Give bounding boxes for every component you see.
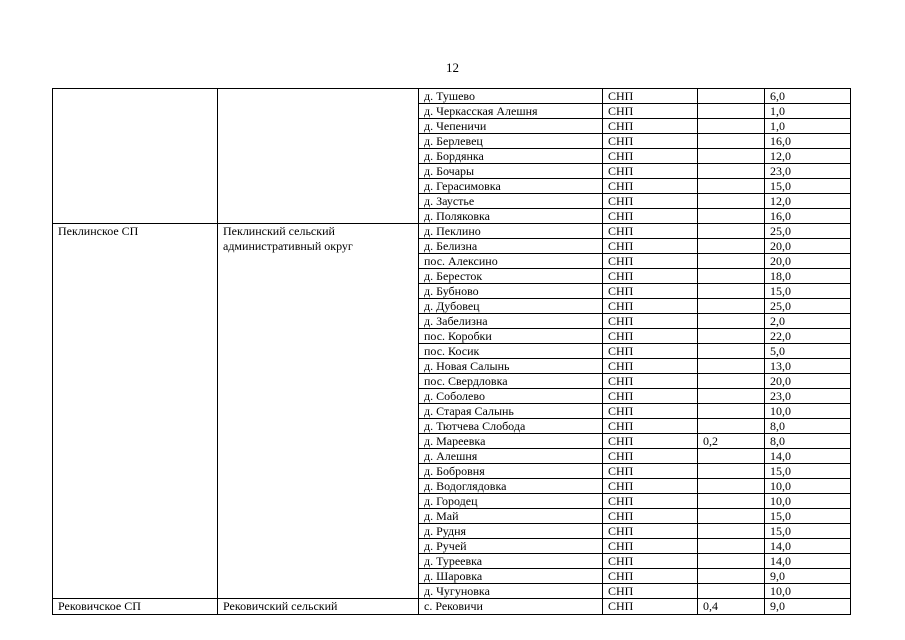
value-cell: 13,0: [765, 359, 851, 374]
extra-value-cell: [698, 329, 765, 344]
locality-type-cell: СНП: [603, 284, 698, 299]
locality-name-cell: д. Туреевка: [419, 554, 603, 569]
locality-type-cell: СНП: [603, 149, 698, 164]
locality-name-cell: д. Соболево: [419, 389, 603, 404]
value-cell: 23,0: [765, 389, 851, 404]
locality-type-cell: СНП: [603, 434, 698, 449]
locality-type-cell: СНП: [603, 464, 698, 479]
value-cell: 16,0: [765, 134, 851, 149]
locality-name-cell: д. Мареевка: [419, 434, 603, 449]
extra-value-cell: [698, 569, 765, 584]
extra-value-cell: [698, 299, 765, 314]
value-cell: 15,0: [765, 524, 851, 539]
extra-value-cell: [698, 344, 765, 359]
locality-name-cell: д. Берлевец: [419, 134, 603, 149]
value-cell: 20,0: [765, 254, 851, 269]
value-cell: 14,0: [765, 539, 851, 554]
locality-type-cell: СНП: [603, 359, 698, 374]
extra-value-cell: [698, 524, 765, 539]
extra-value-cell: [698, 584, 765, 599]
value-cell: 15,0: [765, 509, 851, 524]
value-cell: 8,0: [765, 419, 851, 434]
value-cell: 25,0: [765, 299, 851, 314]
value-cell: 10,0: [765, 494, 851, 509]
locality-type-cell: СНП: [603, 584, 698, 599]
locality-name-cell: д. Герасимовка: [419, 179, 603, 194]
value-cell: 10,0: [765, 404, 851, 419]
locality-name-cell: д. Пеклино: [419, 224, 603, 239]
locality-type-cell: СНП: [603, 389, 698, 404]
locality-type-cell: СНП: [603, 329, 698, 344]
locality-type-cell: СНП: [603, 194, 698, 209]
locality-type-cell: СНП: [603, 224, 698, 239]
locality-name-cell: д. Чугуновка: [419, 584, 603, 599]
extra-value-cell: [698, 269, 765, 284]
locality-name-cell: д. Шаровка: [419, 569, 603, 584]
extra-value-cell: [698, 554, 765, 569]
settlement-municipality-cell: [53, 89, 218, 224]
admin-district-cell: Рековичский сельский: [218, 599, 419, 615]
extra-value-cell: [698, 254, 765, 269]
locality-type-cell: СНП: [603, 299, 698, 314]
extra-value-cell: [698, 494, 765, 509]
extra-value-cell: [698, 359, 765, 374]
value-cell: 12,0: [765, 149, 851, 164]
extra-value-cell: [698, 509, 765, 524]
table-row: [53, 89, 851, 104]
extra-value-cell: 0,2: [698, 434, 765, 449]
extra-value-cell: [698, 89, 765, 104]
value-cell: 6,0: [765, 89, 851, 104]
locality-type-cell: СНП: [603, 209, 698, 224]
value-cell: 5,0: [765, 344, 851, 359]
extra-value-cell: [698, 464, 765, 479]
locality-type-cell: СНП: [603, 494, 698, 509]
locality-name-cell: д. Забелизна: [419, 314, 603, 329]
locality-type-cell: СНП: [603, 419, 698, 434]
extra-value-cell: [698, 224, 765, 239]
table-row: [53, 599, 851, 615]
locality-name-cell: пос. Коробки: [419, 329, 603, 344]
locality-type-cell: СНП: [603, 89, 698, 104]
value-cell: 10,0: [765, 584, 851, 599]
value-cell: 12,0: [765, 194, 851, 209]
extra-value-cell: [698, 209, 765, 224]
value-cell: 15,0: [765, 284, 851, 299]
table-body: [53, 89, 851, 615]
table-row: [53, 224, 851, 239]
extra-value-cell: [698, 194, 765, 209]
admin-district-cell: Пеклинский сельский административный округ: [218, 224, 419, 599]
locality-name-cell: д. Городец: [419, 494, 603, 509]
value-cell: 25,0: [765, 224, 851, 239]
locality-type-cell: СНП: [603, 314, 698, 329]
extra-value-cell: [698, 134, 765, 149]
locality-type-cell: СНП: [603, 344, 698, 359]
extra-value-cell: [698, 419, 765, 434]
page-number: 12: [446, 60, 459, 75]
locality-type-cell: СНП: [603, 179, 698, 194]
settlement-municipality-cell: Пеклинское СП: [53, 224, 218, 599]
locality-name-cell: д. Чепеничи: [419, 119, 603, 134]
locality-name-cell: д. Алешня: [419, 449, 603, 464]
locality-name-cell: пос. Алексино: [419, 254, 603, 269]
extra-value-cell: [698, 104, 765, 119]
locality-type-cell: СНП: [603, 254, 698, 269]
locality-type-cell: СНП: [603, 479, 698, 494]
locality-name-cell: д. Новая Салынь: [419, 359, 603, 374]
locality-name-cell: пос. Свердловка: [419, 374, 603, 389]
locality-type-cell: СНП: [603, 449, 698, 464]
value-cell: 23,0: [765, 164, 851, 179]
locality-type-cell: СНП: [603, 374, 698, 389]
locality-type-cell: СНП: [603, 404, 698, 419]
locality-name-cell: д. Бересток: [419, 269, 603, 284]
locality-name-cell: пос. Косик: [419, 344, 603, 359]
locality-name-cell: с. Рековичи: [419, 599, 603, 615]
locality-type-cell: СНП: [603, 269, 698, 284]
locality-type-cell: СНП: [603, 599, 698, 615]
extra-value-cell: [698, 239, 765, 254]
value-cell: 9,0: [765, 599, 851, 615]
locality-type-cell: СНП: [603, 524, 698, 539]
settlements-table: [52, 88, 851, 615]
extra-value-cell: [698, 449, 765, 464]
value-cell: 15,0: [765, 179, 851, 194]
value-cell: 20,0: [765, 374, 851, 389]
value-cell: 16,0: [765, 209, 851, 224]
value-cell: 1,0: [765, 104, 851, 119]
value-cell: 8,0: [765, 434, 851, 449]
locality-name-cell: д. Бубново: [419, 284, 603, 299]
locality-type-cell: СНП: [603, 104, 698, 119]
locality-name-cell: д. Тушево: [419, 89, 603, 104]
locality-name-cell: д. Рудня: [419, 524, 603, 539]
extra-value-cell: [698, 284, 765, 299]
value-cell: 10,0: [765, 479, 851, 494]
locality-name-cell: д. Черкасская Алешня: [419, 104, 603, 119]
locality-name-cell: д. Май: [419, 509, 603, 524]
extra-value-cell: [698, 149, 765, 164]
locality-name-cell: д. Водоглядовка: [419, 479, 603, 494]
locality-name-cell: д. Заустье: [419, 194, 603, 209]
locality-type-cell: СНП: [603, 554, 698, 569]
locality-name-cell: д. Дубовец: [419, 299, 603, 314]
locality-type-cell: СНП: [603, 239, 698, 254]
settlement-municipality-cell: Рековичское СП: [53, 599, 218, 615]
locality-type-cell: СНП: [603, 164, 698, 179]
locality-type-cell: СНП: [603, 539, 698, 554]
locality-type-cell: СНП: [603, 569, 698, 584]
locality-name-cell: д. Бочары: [419, 164, 603, 179]
extra-value-cell: [698, 389, 765, 404]
locality-type-cell: СНП: [603, 134, 698, 149]
locality-name-cell: д. Поляковка: [419, 209, 603, 224]
value-cell: 20,0: [765, 239, 851, 254]
locality-name-cell: д. Бордянка: [419, 149, 603, 164]
extra-value-cell: [698, 374, 765, 389]
extra-value-cell: [698, 119, 765, 134]
extra-value-cell: [698, 479, 765, 494]
extra-value-cell: [698, 164, 765, 179]
value-cell: 9,0: [765, 569, 851, 584]
admin-district-cell: [218, 89, 419, 224]
locality-name-cell: д. Ручей: [419, 539, 603, 554]
value-cell: 22,0: [765, 329, 851, 344]
value-cell: 1,0: [765, 119, 851, 134]
value-cell: 2,0: [765, 314, 851, 329]
extra-value-cell: [698, 404, 765, 419]
extra-value-cell: [698, 314, 765, 329]
extra-value-cell: [698, 179, 765, 194]
value-cell: 14,0: [765, 449, 851, 464]
locality-name-cell: д. Бобровня: [419, 464, 603, 479]
extra-value-cell: [698, 539, 765, 554]
locality-type-cell: СНП: [603, 119, 698, 134]
locality-name-cell: д. Белизна: [419, 239, 603, 254]
locality-name-cell: д. Тютчева Слобода: [419, 419, 603, 434]
extra-value-cell: 0,4: [698, 599, 765, 615]
value-cell: 15,0: [765, 464, 851, 479]
value-cell: 18,0: [765, 269, 851, 284]
locality-type-cell: СНП: [603, 509, 698, 524]
value-cell: 14,0: [765, 554, 851, 569]
locality-name-cell: д. Старая Салынь: [419, 404, 603, 419]
